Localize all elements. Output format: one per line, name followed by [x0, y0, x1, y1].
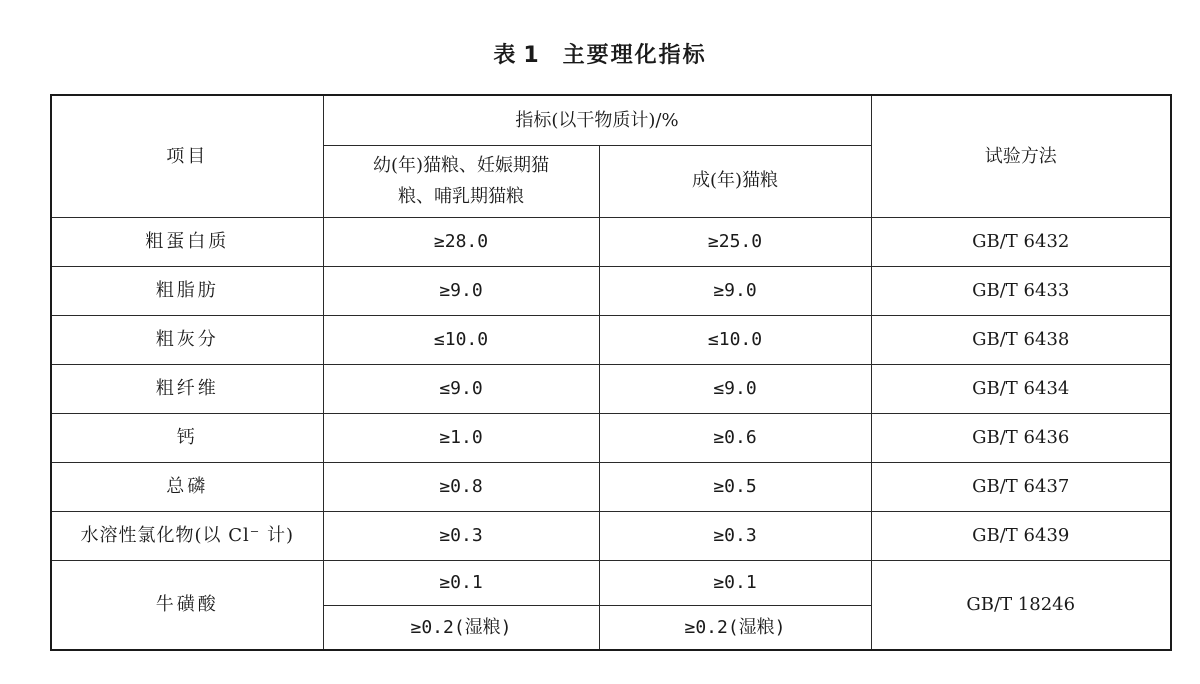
row-adult: ≤9.0 [599, 364, 871, 413]
row-adult: ≥25.0 [599, 217, 871, 266]
row-item: 粗蛋白质 [51, 217, 323, 266]
row-adult: ≤10.0 [599, 315, 871, 364]
table-row [51, 266, 1171, 315]
row-adult: ≥0.6 [599, 413, 871, 462]
table-row [51, 511, 1171, 560]
row-adult: ≥0.5 [599, 462, 871, 511]
row-item: 总磷 [51, 462, 323, 511]
header-col-young: 幼(年)猫粮、妊娠期猫粮、哺乳期猫粮 [323, 145, 599, 217]
header-indicator-group: 指标(以干物质计)/% [323, 95, 871, 145]
table-row [51, 217, 1171, 266]
taurine-item: 牛磺酸 [51, 560, 323, 650]
header-method: 试验方法 [871, 95, 1171, 217]
row-method: GB/T 6432 [871, 217, 1171, 266]
row-method: GB/T 6436 [871, 413, 1171, 462]
taurine-young-dry: ≥0.1 [323, 560, 599, 605]
row-young: ≥9.0 [323, 266, 599, 315]
row-item: 粗灰分 [51, 315, 323, 364]
row-young: ≤9.0 [323, 364, 599, 413]
row-method: GB/T 6433 [871, 266, 1171, 315]
row-item: 粗脂肪 [51, 266, 323, 315]
table-title-prefix: 表 [493, 43, 518, 68]
row-young: ≥0.8 [323, 462, 599, 511]
row-adult: ≥9.0 [599, 266, 871, 315]
table-title-number: 1 [523, 43, 541, 68]
row-young: ≥0.3 [323, 511, 599, 560]
taurine-young-wet: ≥0.2(湿粮) [323, 605, 599, 650]
table-row [51, 364, 1171, 413]
row-item: 粗纤维 [51, 364, 323, 413]
row-young: ≤10.0 [323, 315, 599, 364]
row-method: GB/T 6438 [871, 315, 1171, 364]
table-row [51, 413, 1171, 462]
table-title [0, 38, 1200, 69]
taurine-adult-dry: ≥0.1 [599, 560, 871, 605]
taurine-adult-wet: ≥0.2(湿粮) [599, 605, 871, 650]
header-row [51, 95, 1171, 145]
row-young: ≥28.0 [323, 217, 599, 266]
table-title-text: 主要理化指标 [562, 43, 707, 68]
row-method: GB/T 6439 [871, 511, 1171, 560]
row-item: 钙 [51, 413, 323, 462]
row-adult: ≥0.3 [599, 511, 871, 560]
row-young: ≥1.0 [323, 413, 599, 462]
header-item: 项目 [51, 95, 323, 217]
specification-table [50, 94, 1172, 651]
header-col-adult: 成(年)猫粮 [599, 145, 871, 217]
table-row [51, 462, 1171, 511]
table-row [51, 315, 1171, 364]
row-method: GB/T 6434 [871, 364, 1171, 413]
row-item: 水溶性氯化物(以 Cl⁻ 计) [51, 511, 323, 560]
taurine-row-dry [51, 560, 1171, 605]
row-method: GB/T 6437 [871, 462, 1171, 511]
taurine-method: GB/T 18246 [871, 560, 1171, 650]
